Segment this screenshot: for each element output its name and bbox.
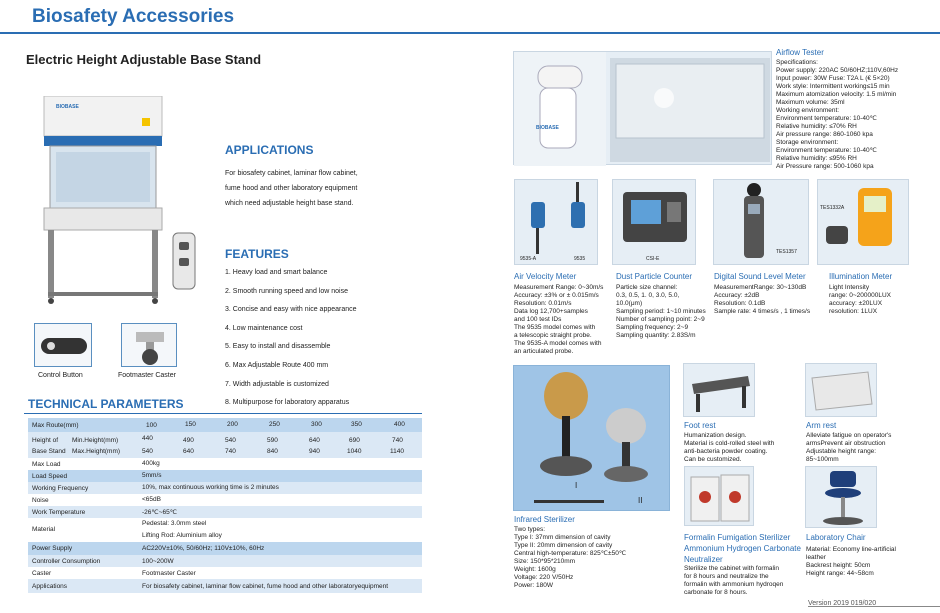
table-cell: 1140 [390,448,404,455]
table-cell: AC220V±10%, 50/60Hz; 110V±10%, 60Hz [142,545,265,552]
spec-line: Sampling frequency: 2~9 [616,324,689,331]
spec-line: Measurement Range: 0~30m/s [514,284,604,291]
table-cell-label: Work Temperature [32,509,86,516]
dust-particle-counter-specs [616,284,706,340]
table-row [28,555,422,567]
table-cell: 400kg [142,460,160,467]
table-cell: 350 [351,421,362,428]
dust-particle-counter-heading: Dust Particle Counter [616,272,693,281]
table-cell: Lifting Rod: Aluminium alloy [142,532,222,539]
spec-line: Environment temperature: 10-40℃ [776,147,877,154]
spec-line: range: 0~200000LUX [829,292,891,299]
table-cell: 590 [267,437,278,444]
spec-line: Relative humidity: ≤70% RH [776,123,857,130]
airflow-tester-heading: Airflow Tester [776,48,824,57]
laboratory-chair-specs [806,546,896,578]
spec-line: 0.3, 0.5, 1. 0, 3.0, 5.0, [616,292,680,299]
spec-line: Light Intensity [829,284,870,291]
spec-line: Backrest height: 50cm [806,562,871,569]
table-cell: 840 [267,448,278,455]
laboratory-chair-image [806,467,878,529]
spec-line: Weight: 1600g [514,566,556,573]
table-row [28,470,422,482]
table-cell-label: Max.Height(mm) [72,448,121,455]
table-cell: Footmaster Caster [142,570,196,577]
table-cell: 540 [225,437,236,444]
table-cell: 640 [183,448,194,455]
section-subtitle: Electric Height Adjustable Base Stand [26,52,262,67]
model-tag: TES1332A [820,205,845,211]
spec-line: Environment temperature: 10-40℃ [776,115,877,122]
spec-line: and 100 test IDs [514,316,562,323]
spec-line: accuracy: ±20LUX [829,300,883,307]
table-cell: 690 [349,437,360,444]
table-cell-label: Load Speed [32,473,68,480]
spec-line: Specifications: [776,59,818,66]
air-velocity-meter-heading: Air Velocity Meter [514,272,577,281]
airflow-tester-specs [776,59,898,171]
table-cell: Pedestal: 3.0mm steel [142,520,207,527]
airflow-brand: BIOBASE [536,125,559,131]
formalin-sterilizer-image [685,467,755,527]
spec-line: Type II: 20mm dimension of cavity [514,542,613,549]
caster-caption: Footmaster Caster [118,372,176,379]
table-cell: 490 [183,437,194,444]
illumination-meter-photo [817,179,909,265]
feature-item: 2. Smooth running speed and low noise [225,287,348,295]
spec-line: Power: 180W [514,582,554,589]
table-cell-label: Controller Consumption [32,558,101,565]
spec-line: Accuracy: ±3% or ± 0.015m/s [514,292,599,299]
sterilizer-type-label: I [575,481,578,490]
arm-rest-specs [806,432,891,464]
table-row [28,542,422,555]
infrared-sterilizer-heading: Infrared Sterilizer [514,515,575,524]
foot-rest-heading: Foot rest [684,421,716,430]
page-title: Biosafety Accessories [32,6,235,27]
illumination-meter-image [818,180,910,266]
table-cell-label: Height of [32,437,59,444]
applications-line: For biosafety cabinet, laminar flow cabinet, [225,170,358,177]
spec-line: Height range: 44~58cm [806,570,874,577]
spec-line: leather [806,554,826,561]
sterilizer-type-label: II [638,496,643,505]
table-cell: -26℃~65℃ [142,509,178,516]
table-row [28,458,422,470]
laboratory-chair-heading: Laboratory Chair [806,533,866,542]
tech-params-heading: TECHNICAL PARAMETERS [28,397,184,411]
infrared-sterilizer-specs [514,526,626,590]
air-velocity-meter-specs [514,284,603,356]
laboratory-chair-photo [805,466,877,528]
illumination-meter-heading: Illumination Meter [829,272,893,281]
spec-line: Material: Economy line-artificial [806,546,896,553]
airflow-tester-image [514,52,773,166]
infrared-sterilizer-image [514,366,671,512]
table-cell-label: Working Frequency [32,485,89,492]
spec-line: Maximum atomization velocity: 1.5 ml/min [776,91,897,98]
feature-item: 8. Multipurpose for laboratory apparatus [225,399,350,407]
air-velocity-meter-image [515,180,599,266]
spec-line: armsPrevent air obstruction [806,440,886,447]
table-cell: 300 [311,421,322,428]
air-velocity-meter-photo [514,179,598,265]
spec-line: a telescopic straight probe. [514,332,592,339]
sound-level-meter-heading: Digital Sound Level Meter [714,272,806,281]
table-cell: 540 [142,448,153,455]
model-tag: 9535 [574,256,586,262]
table-cell-label: Max Load [32,461,61,468]
feature-item: 7. Width adjustable is customized [225,380,329,388]
spec-line: Sampling period: 1~10 minutes [616,308,706,315]
spec-line: Material is cold-rolled steel with [684,440,775,447]
caster-thumbnail [121,323,177,367]
arm-rest-heading: Arm rest [806,421,837,430]
dust-particle-counter-image [613,180,697,266]
spec-line: Relative humidity: ≤95% RH [776,155,857,162]
spec-line: anti-bacteria powder coating. [684,448,768,455]
spec-line: MeasurementRange: 30~130dB [714,284,807,291]
spec-line: Accuracy: ±2dB [714,292,760,299]
spec-line: Type I: 37mm dimension of cavity [514,534,611,541]
spec-line: The 9535 model comes with [514,324,596,331]
spec-line: Can be customized. [684,456,742,463]
spec-line: Resolution: 0.1dB [714,300,766,307]
heading-line: Ammonium Hydrogen Carbonate [684,544,801,553]
title-underline [0,32,940,34]
table-cell: 640 [309,437,320,444]
table-cell-label: Caster [32,570,52,577]
model-tag: 9535-A [520,256,537,262]
spec-line: Central high-temperature: 825℃±50℃ [514,550,627,557]
spec-line: Adjustable height range: [806,448,877,455]
spec-line: Two types: [514,526,546,533]
spec-line: 85~100mm [806,456,839,463]
table-cell: 100 [146,422,157,429]
feature-item: 1. Heavy load and smart balance [225,269,328,276]
biosafety-cabinet-image [42,96,164,304]
airflow-tester-photo [513,51,772,165]
table-cell: 400 [394,421,405,428]
table-cell: 200 [227,421,238,428]
formalin-sterilizer-photo [684,466,754,526]
features-list [225,264,425,413]
table-row [28,567,422,579]
arm-rest-photo [805,363,877,417]
foot-rest-photo [683,363,755,417]
feature-item: 6. Max Adjustable Route 400 mm [225,361,329,369]
table-cell-label: Applications [32,583,68,590]
table-cell-label: Noise [32,497,49,504]
heading-line: Formalin Fumigation Sterilizer [684,533,791,542]
spec-line: Size: 150*95*210mm [514,558,576,565]
cabinet-brand: BIOBASE [56,104,79,110]
table-row-height [28,432,422,458]
spec-line: Sterilize the cabinet with formalin [684,565,780,572]
remote-control-image [171,232,197,290]
spec-line: Sampling quantity: 2.83S/m [616,332,696,339]
feature-item: 4. Low maintenance cost [225,324,303,332]
feature-item: 3. Concise and easy with nice appearance [225,306,357,314]
table-row [28,482,422,494]
spec-line: an articulated probe. [514,348,574,355]
infrared-sterilizer-photo [513,365,670,511]
spec-line: Input power: 30W Fuse: T2A L (€ 5×20) [776,75,890,82]
applications-heading: APPLICATIONS [225,143,314,157]
table-cell: 940 [309,448,320,455]
table-cell-label: Base Stand [32,448,66,455]
control-button-thumbnail [34,323,92,367]
spec-line: Maximum volume: 35ml [776,99,845,106]
spec-line: Sample rate: 4 times/s , 1 times/s [714,308,811,315]
footer-version: Version 2019 019/020 [808,600,877,607]
table-row-material [28,518,422,542]
foot-rest-specs [684,432,774,464]
table-cell: 1040 [347,448,362,455]
spec-line: Air pressure range: 860-1060 kpa [776,131,873,138]
spec-line: Humanization design. [684,432,747,439]
spec-line: Particle size channel: [616,284,678,291]
table-row [28,494,422,506]
table-cell-label: Material [32,526,56,533]
heading-line: Neutralizer [684,555,723,564]
spec-line: formalin with ammonium hydroqen [684,581,784,588]
model-tag: TES1357 [776,249,797,255]
spec-line: carbonate for 8 hours. [684,589,748,596]
arm-rest-image [806,364,878,418]
spec-line: Power supply: 220AC 50/60HZ;110V,60Hz [776,67,899,74]
formalin-specs [684,565,783,597]
spec-line: Alleviate fatigue on operator's [806,432,892,439]
applications-line: fume hood and other laboratory equipment [225,185,358,192]
dust-particle-counter-photo [612,179,696,265]
spec-line: for 8 hours and neutralize the [684,573,769,580]
table-cell-label: Min.Height(mm) [72,437,119,444]
feature-item: 5. Easy to install and disassemble [225,343,331,351]
spec-line: Resolution: 0.01m/s [514,300,572,307]
foot-rest-image [684,364,756,418]
applications-text [225,166,425,211]
table-cell: 10%, max continuous working time is 2 minutes [142,484,279,491]
table-cell: 100~200W [142,558,174,565]
sound-level-meter-specs [714,284,810,316]
spec-line: Number of sampling point: 2~9 [616,316,705,323]
applications-line: which need adjustable height base stand. [225,200,354,207]
spec-line: Data log 12,700+samples [514,308,588,315]
table-cell: 5mm/s [142,472,162,479]
table-row-route [28,418,422,432]
spec-line: resolution: 1LUX [829,308,878,315]
table-cell: <65dB [142,496,161,503]
illumination-meter-specs [829,284,891,316]
table-row [28,579,422,593]
table-row [28,506,422,518]
spec-line: Work style: Intermittent working≤15 min [776,83,890,90]
spec-line: Storage environment: [776,139,839,146]
table-cell: 740 [225,448,236,455]
table-cell-label: Power Supply [32,545,73,552]
spec-line: The 9535-A model comes with [514,340,602,347]
spec-line: Air Pressure range: 500-1060 kpa [776,163,874,170]
model-tag: CSI-E [646,256,660,262]
table-cell: For biosafety cabinet, laminar flow cabinet, fume hood and other laboratoryequipment [142,583,389,590]
table-cell: 740 [392,437,403,444]
caster-icon [122,324,178,368]
features-heading: FEATURES [225,247,289,261]
control-button-caption: Control Button [38,372,83,379]
spec-line: Voltage: 220 V/50Hz [514,574,574,581]
table-cell: 150 [185,421,196,428]
spec-line: 10.0(μm) [616,300,643,307]
spec-line: Working environment: [776,107,840,114]
formalin-heading [684,532,801,565]
table-cell: 440 [142,435,153,442]
table-cell: 250 [269,421,280,428]
control-button-icon [35,324,93,368]
tech-rule [24,413,422,414]
table-cell-label: Max Route(mm) [32,422,79,429]
